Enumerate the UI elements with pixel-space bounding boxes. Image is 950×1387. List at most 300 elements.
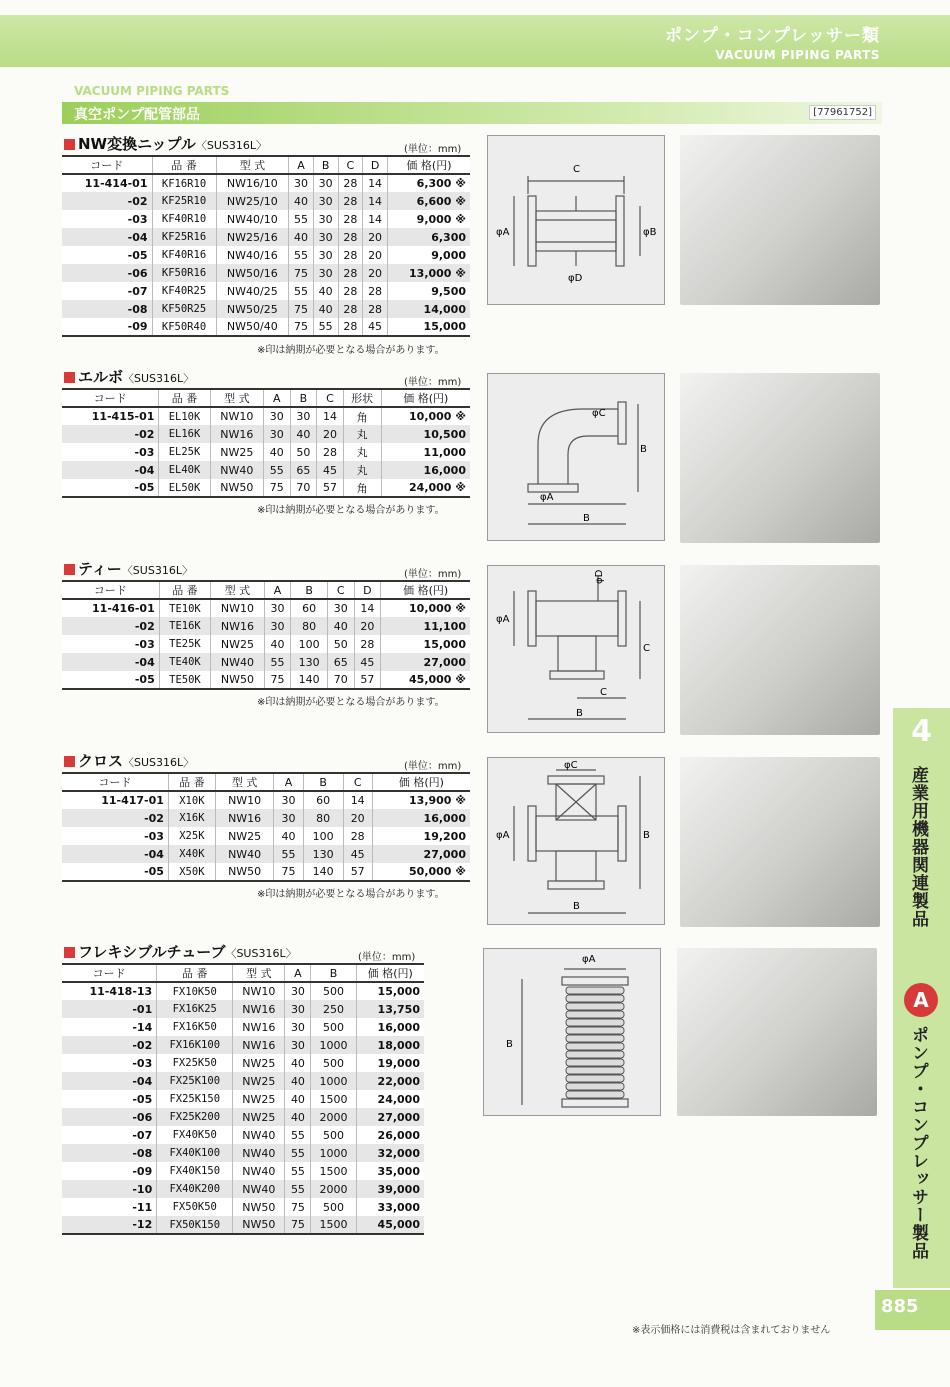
table-cell: 50: [327, 635, 354, 653]
table-cell: 30: [313, 174, 338, 192]
dim-label: B: [583, 513, 590, 524]
table-cell: 40: [285, 1108, 311, 1126]
section-code: [77961752]: [809, 105, 876, 120]
table-cell: 65: [327, 653, 354, 671]
table-cell: 80: [291, 617, 328, 635]
table-cell: NW25: [211, 635, 265, 653]
column-header: コード: [62, 581, 159, 599]
table-cell: 30: [274, 809, 303, 827]
table-cell: EL40K: [159, 461, 210, 479]
table-cell: NW50/40: [216, 318, 289, 336]
table-cell: 57: [354, 671, 381, 689]
table-cell: FX50K150: [157, 1216, 233, 1234]
table-row: [62, 318, 470, 336]
table-cell: FX40K200: [157, 1180, 233, 1198]
code-cell: -06: [62, 1108, 157, 1126]
table-row: [62, 407, 470, 425]
table-row: [62, 1108, 424, 1126]
table-cell: FX16K50: [157, 1018, 233, 1036]
table-cell: 20: [354, 617, 381, 635]
dim-label: φA: [496, 227, 510, 238]
bellows-ring: [566, 1011, 624, 1018]
table-cell: 75: [285, 1198, 311, 1216]
bellows-ring: [566, 1043, 624, 1050]
bellows-ring: [566, 995, 624, 1002]
table-cell: NW25: [233, 1090, 285, 1108]
dim-label: φA: [540, 492, 554, 503]
table-row: [62, 443, 470, 461]
table-cell: 55: [289, 210, 314, 228]
nipple-title: NW変換ニップル〈SUS316L〉: [64, 133, 267, 154]
code-cell: -09: [62, 318, 152, 336]
table-cell: 30: [313, 192, 338, 210]
table-cell: X16K: [168, 809, 215, 827]
table-cell: X40K: [168, 845, 215, 863]
table-row: [62, 982, 424, 1000]
column-header: D: [354, 581, 381, 599]
code-cell: -10: [62, 1180, 157, 1198]
table-cell: 1500: [311, 1162, 356, 1180]
table-row: [62, 246, 470, 264]
table-cell: NW10: [233, 982, 285, 1000]
column-header: 品 番: [157, 964, 233, 982]
table-row: [62, 425, 470, 443]
code-cell: -04: [62, 228, 152, 246]
column-header: 品 番: [152, 156, 216, 174]
table-cell: 30: [285, 1018, 311, 1036]
price-cell: 26,000: [356, 1126, 424, 1144]
tee-title: ティー〈SUS316L〉: [64, 558, 193, 579]
table-row: [62, 210, 470, 228]
table-cell: NW50/25: [216, 300, 289, 318]
table-cell: NW10: [215, 791, 274, 809]
table-cell: 28: [338, 192, 363, 210]
elbow-unit: (単位：mm): [404, 377, 462, 388]
table-cell: 70: [290, 479, 317, 497]
code-cell: -03: [62, 1054, 157, 1072]
table-cell: NW25/16: [216, 228, 289, 246]
table-cell: NW50: [211, 671, 265, 689]
table-cell: 14: [317, 407, 344, 425]
table-cell: NW40: [233, 1126, 285, 1144]
table-cell: 1500: [311, 1216, 356, 1234]
cross-drawing: [487, 757, 665, 925]
column-header: 価 格(円): [381, 389, 470, 407]
table-cell: 14: [343, 791, 372, 809]
price-cell: 11,100: [381, 617, 470, 635]
price-cell: 9,000 ※: [387, 210, 470, 228]
table-cell: 55: [289, 246, 314, 264]
column-header: D: [363, 156, 388, 174]
bellows-ring: [566, 1027, 624, 1034]
dim-label: C: [573, 164, 580, 175]
section-bar: [62, 102, 882, 124]
table-cell: 1500: [311, 1090, 356, 1108]
chapter-side-tab: [893, 708, 950, 1288]
column-header: B: [311, 964, 356, 982]
price-cell: 13,900 ※: [372, 791, 470, 809]
table-cell: 45: [363, 318, 388, 336]
table-row: [62, 300, 470, 318]
code-cell: -03: [62, 635, 159, 653]
table-cell: KF50R40: [152, 318, 216, 336]
dim-label: B: [573, 901, 580, 912]
table-cell: 28: [338, 228, 363, 246]
table-cell: 28: [338, 264, 363, 282]
header-band: [0, 15, 950, 67]
table-cell: FX25K150: [157, 1090, 233, 1108]
table-cell: KF40R16: [152, 246, 216, 264]
table-cell: NW40: [215, 845, 274, 863]
column-header: B: [290, 389, 317, 407]
table-cell: NW16/10: [216, 174, 289, 192]
price-cell: 35,000: [356, 1162, 424, 1180]
dim-label: φD: [594, 569, 605, 584]
table-cell: 30: [327, 599, 354, 617]
dim-label: φC: [564, 760, 578, 771]
cross-photo: [680, 757, 880, 927]
bellows-ring: [566, 1083, 624, 1090]
code-cell: 11-416-01: [62, 599, 159, 617]
code-cell: -02: [62, 617, 159, 635]
table-cell: 57: [317, 479, 344, 497]
code-cell: -04: [62, 1072, 157, 1090]
column-header: 型 式: [210, 389, 263, 407]
page-number: 885: [875, 1290, 950, 1330]
column-header: A: [289, 156, 314, 174]
flex-table: [62, 963, 424, 1235]
table-cell: 100: [303, 827, 343, 845]
table-cell: NW50: [233, 1198, 285, 1216]
table-cell: 30: [290, 407, 317, 425]
table-cell: 丸: [343, 425, 381, 443]
table-cell: 45: [343, 845, 372, 863]
column-header: A: [274, 773, 303, 791]
table-cell: 500: [311, 982, 356, 1000]
table-row: [62, 671, 470, 689]
table-row: [62, 599, 470, 617]
table-cell: 28: [338, 174, 363, 192]
table-cell: FX40K150: [157, 1162, 233, 1180]
code-cell: 11-414-01: [62, 174, 152, 192]
table-cell: 40: [313, 300, 338, 318]
bullet-square-icon: [64, 947, 75, 958]
code-cell: -08: [62, 300, 152, 318]
flex-unit: (単位：mm): [358, 952, 416, 963]
table-cell: 55: [313, 318, 338, 336]
category-subtitle: VACUUM PIPING PARTS: [715, 48, 880, 62]
table-cell: NW40: [211, 653, 265, 671]
price-cell: 16,000: [372, 809, 470, 827]
table-row: [62, 479, 470, 497]
table-cell: 75: [285, 1216, 311, 1234]
dim-label: φA: [496, 830, 510, 841]
table-cell: KF16R10: [152, 174, 216, 192]
table-cell: NW25: [210, 443, 263, 461]
column-header: 品 番: [168, 773, 215, 791]
table-cell: 1000: [311, 1036, 356, 1054]
table-cell: 1000: [311, 1144, 356, 1162]
table-cell: 250: [311, 1000, 356, 1018]
table-cell: X50K: [168, 863, 215, 881]
table-cell: NW16: [233, 1018, 285, 1036]
table-cell: 20: [363, 228, 388, 246]
table-cell: EL25K: [159, 443, 210, 461]
table-cell: 28: [317, 443, 344, 461]
dim-label: φA: [496, 614, 510, 625]
table-cell: 100: [291, 635, 328, 653]
elbow-photo: [680, 373, 880, 543]
table-cell: 40: [285, 1090, 311, 1108]
table-cell: 14: [363, 210, 388, 228]
code-cell: -05: [62, 671, 159, 689]
chapter-category: 産業用機器関連製品: [908, 766, 928, 928]
code-cell: -08: [62, 1144, 157, 1162]
table-cell: 30: [285, 982, 311, 1000]
table-cell: TE10K: [159, 599, 210, 617]
table-cell: 40: [285, 1072, 311, 1090]
table-cell: NW50/16: [216, 264, 289, 282]
code-cell: -07: [62, 282, 152, 300]
bullet-square-icon: [64, 564, 75, 575]
bullet-square-icon: [64, 756, 75, 767]
table-row: [62, 1000, 424, 1018]
table-cell: NW40: [233, 1162, 285, 1180]
table-cell: FX25K50: [157, 1054, 233, 1072]
cross-note: ※印は納期が必要となる場合があります。: [257, 889, 445, 900]
price-cell: 16,000: [381, 461, 470, 479]
bellows-ring: [566, 1051, 624, 1058]
price-cell: 13,750: [356, 1000, 424, 1018]
flex-photo: [677, 948, 877, 1116]
table-cell: 30: [285, 1036, 311, 1054]
table-cell: X25K: [168, 827, 215, 845]
table-row: [62, 1036, 424, 1054]
table-cell: 40: [274, 827, 303, 845]
elbow-note: ※印は納期が必要となる場合があります。: [257, 505, 445, 516]
table-cell: 55: [285, 1180, 311, 1198]
table-cell: EL10K: [159, 407, 210, 425]
price-cell: 27,000: [372, 845, 470, 863]
table-row: [62, 827, 470, 845]
price-cell: 9,000: [387, 246, 470, 264]
column-header: A: [264, 389, 291, 407]
column-header: コード: [62, 389, 159, 407]
table-cell: 2000: [311, 1180, 356, 1198]
column-header: B: [291, 581, 328, 599]
table-cell: 500: [311, 1018, 356, 1036]
tee-note: ※印は納期が必要となる場合があります。: [257, 697, 445, 708]
dim-label: φB: [643, 227, 657, 238]
cross-table: [62, 772, 470, 882]
price-cell: 6,300 ※: [387, 174, 470, 192]
flex-title: フレキシブルチューブ〈SUS316L〉: [64, 941, 297, 962]
price-cell: 45,000: [356, 1216, 424, 1234]
code-cell: -04: [62, 845, 168, 863]
tee-photo: [680, 565, 880, 735]
table-cell: 50: [290, 443, 317, 461]
table-cell: 45: [317, 461, 344, 479]
price-cell: 19,000: [356, 1054, 424, 1072]
table-cell: 30: [264, 407, 291, 425]
price-cell: 9,500: [387, 282, 470, 300]
price-cell: 11,000: [381, 443, 470, 461]
table-cell: 130: [291, 653, 328, 671]
table-cell: 30: [313, 228, 338, 246]
table-cell: 55: [264, 461, 291, 479]
bellows-ring: [566, 1019, 624, 1026]
table-cell: FX40K100: [157, 1144, 233, 1162]
dim-label: φA: [582, 954, 596, 965]
table-cell: NW16: [211, 617, 265, 635]
table-cell: NW25: [233, 1054, 285, 1072]
bellows-ring: [566, 987, 624, 994]
price-cell: 45,000 ※: [381, 671, 470, 689]
table-cell: 60: [291, 599, 328, 617]
table-cell: 60: [303, 791, 343, 809]
table-cell: 57: [343, 863, 372, 881]
table-cell: KF50R16: [152, 264, 216, 282]
table-cell: KF50R25: [152, 300, 216, 318]
section-title: 真空ポンプ配管部品: [74, 107, 200, 123]
dim-label: B: [643, 830, 650, 841]
column-header: コード: [62, 964, 157, 982]
table-cell: FX10K50: [157, 982, 233, 1000]
table-cell: 28: [338, 210, 363, 228]
table-cell: NW40/16: [216, 246, 289, 264]
table-cell: 40: [327, 617, 354, 635]
column-header: 型 式: [215, 773, 274, 791]
column-header: 価 格(円): [381, 581, 470, 599]
table-cell: NW40: [233, 1144, 285, 1162]
table-cell: 75: [289, 300, 314, 318]
table-row: [62, 653, 470, 671]
table-cell: NW16: [215, 809, 274, 827]
cross-unit: (単位：mm): [404, 761, 462, 772]
table-cell: 55: [274, 845, 303, 863]
dim-label: C: [600, 687, 607, 698]
table-row: [62, 1180, 424, 1198]
table-row: [62, 635, 470, 653]
table-cell: 40: [264, 443, 291, 461]
category-title: ポンプ・コンプレッサー類: [664, 26, 880, 46]
table-row: [62, 1198, 424, 1216]
table-row: [62, 1090, 424, 1108]
elbow-drawing: [487, 373, 665, 541]
table-cell: 30: [264, 617, 291, 635]
table-row: [62, 791, 470, 809]
column-header: 型 式: [216, 156, 289, 174]
tee-unit: (単位：mm): [404, 569, 462, 580]
table-cell: KF25R10: [152, 192, 216, 210]
column-header: 形状: [343, 389, 381, 407]
tee-drawing: [487, 565, 665, 733]
table-cell: KF40R10: [152, 210, 216, 228]
price-cell: 24,000: [356, 1090, 424, 1108]
code-cell: -01: [62, 1000, 157, 1018]
column-header: B: [303, 773, 343, 791]
table-cell: 55: [264, 653, 291, 671]
table-row: [62, 1126, 424, 1144]
column-header: C: [343, 773, 372, 791]
price-cell: 6,300: [387, 228, 470, 246]
table-row: [62, 282, 470, 300]
code-cell: -03: [62, 210, 152, 228]
table-cell: 500: [311, 1126, 356, 1144]
column-header: 型 式: [233, 964, 285, 982]
table-cell: 40: [285, 1054, 311, 1072]
dim-label: φC: [592, 408, 606, 419]
table-row: [62, 264, 470, 282]
elbow-table: [62, 388, 470, 498]
table-cell: 丸: [343, 461, 381, 479]
table-cell: 28: [338, 246, 363, 264]
price-cell: 27,000: [356, 1108, 424, 1126]
price-cell: 15,000: [381, 635, 470, 653]
price-cell: 18,000: [356, 1036, 424, 1054]
table-row: [62, 1144, 424, 1162]
table-cell: 55: [285, 1162, 311, 1180]
section-title-en: VACUUM PIPING PARTS: [74, 84, 230, 98]
table-cell: 55: [285, 1126, 311, 1144]
column-header: 価 格(円): [372, 773, 470, 791]
bullet-square-icon: [64, 372, 75, 383]
price-cell: 39,000: [356, 1180, 424, 1198]
table-cell: 30: [313, 246, 338, 264]
table-cell: 30: [289, 174, 314, 192]
column-header: 品 番: [159, 389, 210, 407]
column-header: 価 格(円): [387, 156, 470, 174]
table-cell: 40: [264, 635, 291, 653]
table-cell: NW25/10: [216, 192, 289, 210]
code-cell: -12: [62, 1216, 157, 1234]
price-cell: 13,000 ※: [387, 264, 470, 282]
table-cell: 1000: [311, 1072, 356, 1090]
dim-label: B: [640, 444, 647, 455]
table-cell: 30: [313, 264, 338, 282]
table-cell: 20: [317, 425, 344, 443]
bellows-ring: [566, 1035, 624, 1042]
table-cell: 20: [343, 809, 372, 827]
code-cell: -05: [62, 479, 159, 497]
table-cell: 14: [363, 174, 388, 192]
table-cell: KF25R16: [152, 228, 216, 246]
table-cell: FX16K25: [157, 1000, 233, 1018]
table-cell: 2000: [311, 1108, 356, 1126]
table-cell: EL16K: [159, 425, 210, 443]
table-cell: NW40: [233, 1180, 285, 1198]
price-cell: 10,000 ※: [381, 599, 470, 617]
table-row: [62, 461, 470, 479]
price-cell: 50,000 ※: [372, 863, 470, 881]
code-cell: -03: [62, 443, 159, 461]
table-cell: FX40K50: [157, 1126, 233, 1144]
chapter-number: 4: [911, 714, 932, 749]
table-cell: NW40/10: [216, 210, 289, 228]
table-cell: 140: [291, 671, 328, 689]
table-cell: 30: [264, 425, 291, 443]
table-cell: NW50: [210, 479, 263, 497]
code-cell: -11: [62, 1198, 157, 1216]
table-cell: 角: [343, 479, 381, 497]
table-cell: NW50: [233, 1216, 285, 1234]
column-header: C: [317, 389, 344, 407]
table-cell: NW50: [215, 863, 274, 881]
table-row: [62, 1216, 424, 1234]
dim-label: φD: [568, 273, 583, 284]
table-row: [62, 1054, 424, 1072]
tee-table: [62, 580, 470, 690]
